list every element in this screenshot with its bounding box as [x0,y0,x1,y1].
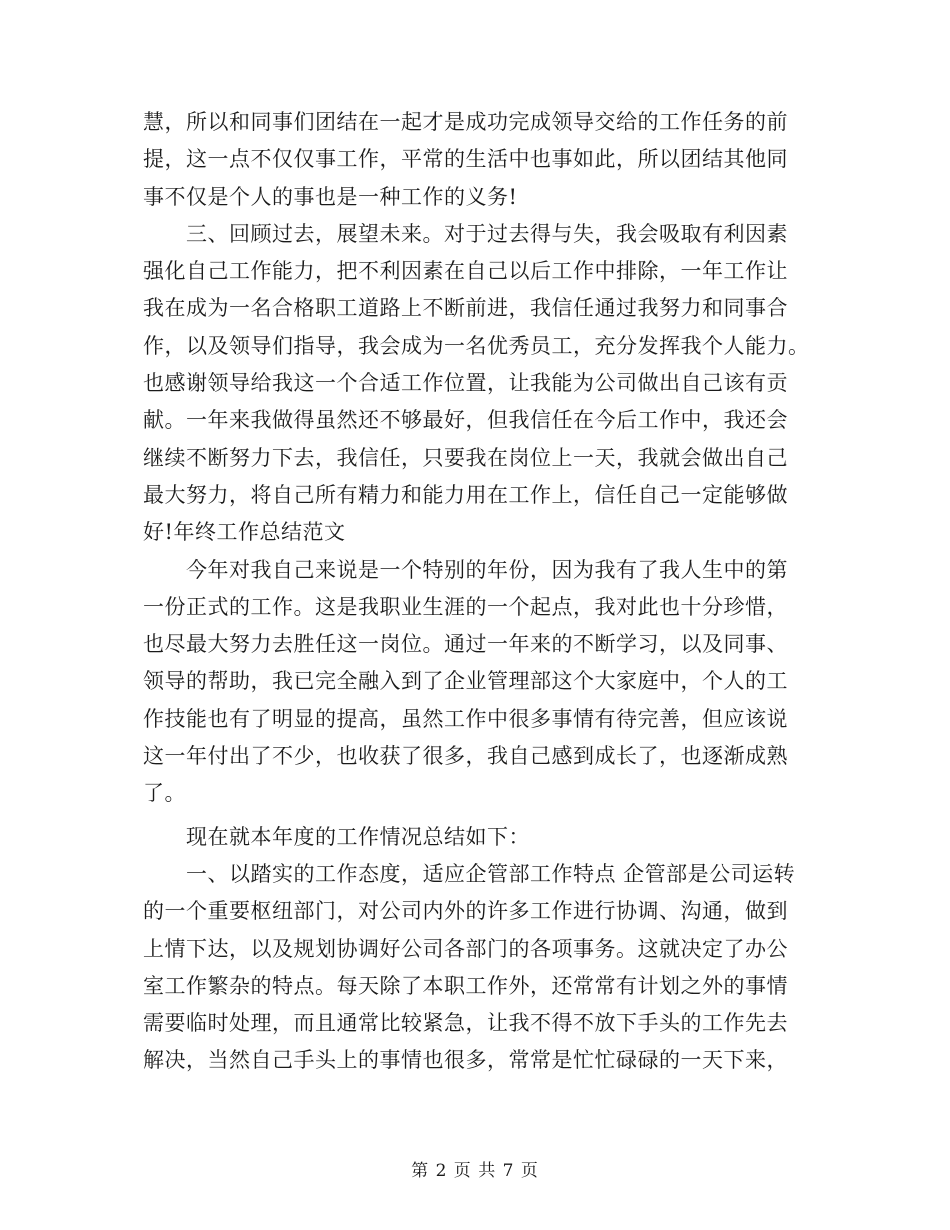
text-line: 一份正式的工作。这是我职业生涯的一个起点，我对此也十分珍惜， [143,594,788,619]
text-line: 的一个重要枢纽部门，对公司内外的许多工作进行协调、沟通，做到 [143,899,788,924]
text-line: 需要临时处理，而且通常比较紧急，让我不得不放下手头的工作先去 [143,1011,788,1036]
text-line: 继续不断努力下去，我信任，只要我在岗位上一天，我就会做出自己 [143,445,788,470]
text-line: 领导的帮助，我已完全融入到了企业管理部这个大家庭中，个人的工 [143,669,788,694]
text-line: 三、回顾过去，展望未来。对于过去得与失，我会吸取有利因素 [143,221,788,246]
text-line: 强化自己工作能力，把不利因素在自己以后工作中排除，一年工作让 [143,259,788,284]
text-line: 现在就本年度的工作情况总结如下： [143,824,530,849]
document-body [143,104,813,1080]
page-number-footer: 第 2 页 共 7 页 [411,1161,539,1181]
text-line: 好!年终工作总结范文 [143,520,346,545]
text-line: 也感谢领导给我这一个合适工作位置，让我能为公司做出自己该有贡 [143,371,788,396]
text-line: 上情下达，以及规划协调好公司各部门的各项事务。这就决定了办公 [143,936,788,961]
text-line: 提，这一点不仅仅事工作，平常的生活中也事如此，所以团结其他同 [143,147,788,172]
text-line: 慧，所以和同事们团结在一起才是成功完成领导交给的工作任务的前 [143,110,788,134]
text-line: 室工作繁杂的特点。每天除了本职工作外，还常常有计划之外的事情 [143,973,788,998]
text-line: 作技能也有了明显的提高，虽然工作中很多事情有待完善，但应该说 [143,706,788,731]
text-line: 作，以及领导们指导，我会成为一名优秀员工，充分发挥我个人能力。 [143,333,810,358]
text-line: 最大努力，将自己所有精力和能力用在工作上，信任自己一定能够做 [143,482,788,507]
text-line: 也尽最大努力去胜任这一岗位。通过一年来的不断学习，以及同事、 [143,632,788,657]
text-line: 了。 [143,781,186,806]
text-line: 事不仅是个人的事也是一种工作的义务! [143,184,518,209]
text-line: 解决，当然自己手头上的事情也很多，常常是忙忙碌碌的一天下来， [143,1048,788,1073]
text-line: 这一年付出了不少，也收获了很多，我自己感到成长了，也逐渐成熟 [143,744,788,769]
text-line: 一、以踏实的工作态度，适应企管部工作特点 企管部是公司运转 [143,861,796,886]
text-line: 献。一年来我做得虽然还不够最好，但我信任在今后工作中，我还会 [143,408,788,433]
text-line: 我在成为一名合格职工道路上不断前进，我信任通过我努力和同事合 [143,296,788,321]
text-line: 今年对我自己来说是一个特别的年份，因为我有了我人生中的第 [143,557,788,582]
